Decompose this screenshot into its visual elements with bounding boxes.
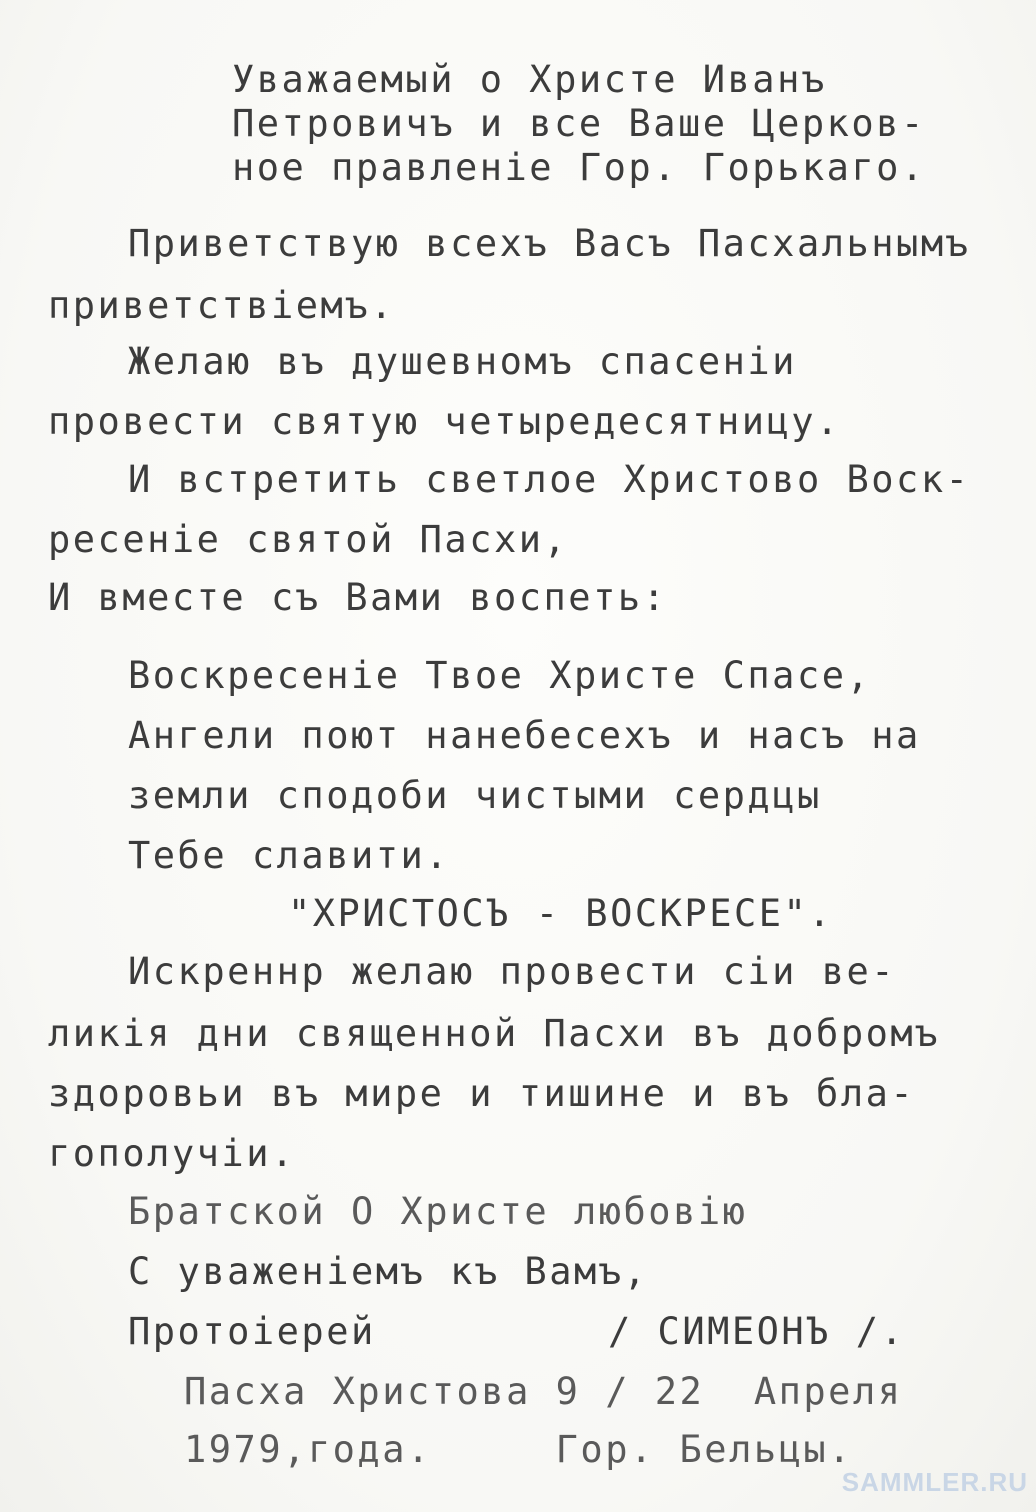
wishes-line-4: гополучіи. — [48, 1132, 296, 1175]
wishes-line-1: Искреннр желаю провести сіи ве- — [128, 950, 897, 993]
wishes-line-2: ликія дни священной Пасхи въ добромъ — [48, 1012, 940, 1055]
body-line-7: И вместе съ Вами воспеть: — [48, 576, 668, 619]
address-line-3: ное правленіе Гор. Горькаго. — [232, 146, 926, 189]
hymn-line-1: Воскресеніе Твое Христе Спасе, — [128, 654, 872, 697]
body-line-1: Приветствую всехъ Васъ Пасхальнымъ — [128, 222, 971, 265]
signature-name: / СИМЕОНЪ /. — [608, 1310, 906, 1353]
watermark-logo: SAMMLER.RU — [841, 1467, 1028, 1497]
closing-line-2: С уваженіемъ къ Вамъ, — [128, 1250, 649, 1293]
signature-title: Протоіерей — [128, 1310, 376, 1353]
body-line-2: приветствіемъ. — [48, 284, 395, 327]
closing-line-1: Братской О Христе любовію — [128, 1190, 748, 1233]
address-line-1: Уважаемый о Христе Иванъ — [232, 58, 827, 101]
wishes-line-3: здоровьи въ мире и тишине и въ бла- — [48, 1072, 916, 1115]
hymn-line-4: Тебе славити. — [128, 834, 451, 877]
proclamation: "ХРИСТОСЪ - ВОСКРЕСЕ". — [288, 892, 834, 935]
date-line-1: Пасха Христова 9 / 22 Апреля — [184, 1370, 903, 1413]
body-line-6: ресеніе святой Пасхи, — [48, 518, 569, 561]
date-line-2: 1979,года. Гор. Бельцы. — [184, 1428, 853, 1471]
address-line-2: Петровичъ и все Ваше Церков- — [232, 102, 926, 145]
hymn-line-3: земли сподоби чистыми сердцы — [128, 774, 822, 817]
body-line-5: И встретить светлое Христово Воск- — [128, 458, 971, 501]
body-line-4: провести святую четыредесятницу. — [48, 400, 841, 443]
body-line-3: Желаю въ душевномъ спасеніи — [128, 340, 797, 383]
hymn-line-2: Ангели поют нанебесехъ и насъ на — [128, 714, 921, 757]
